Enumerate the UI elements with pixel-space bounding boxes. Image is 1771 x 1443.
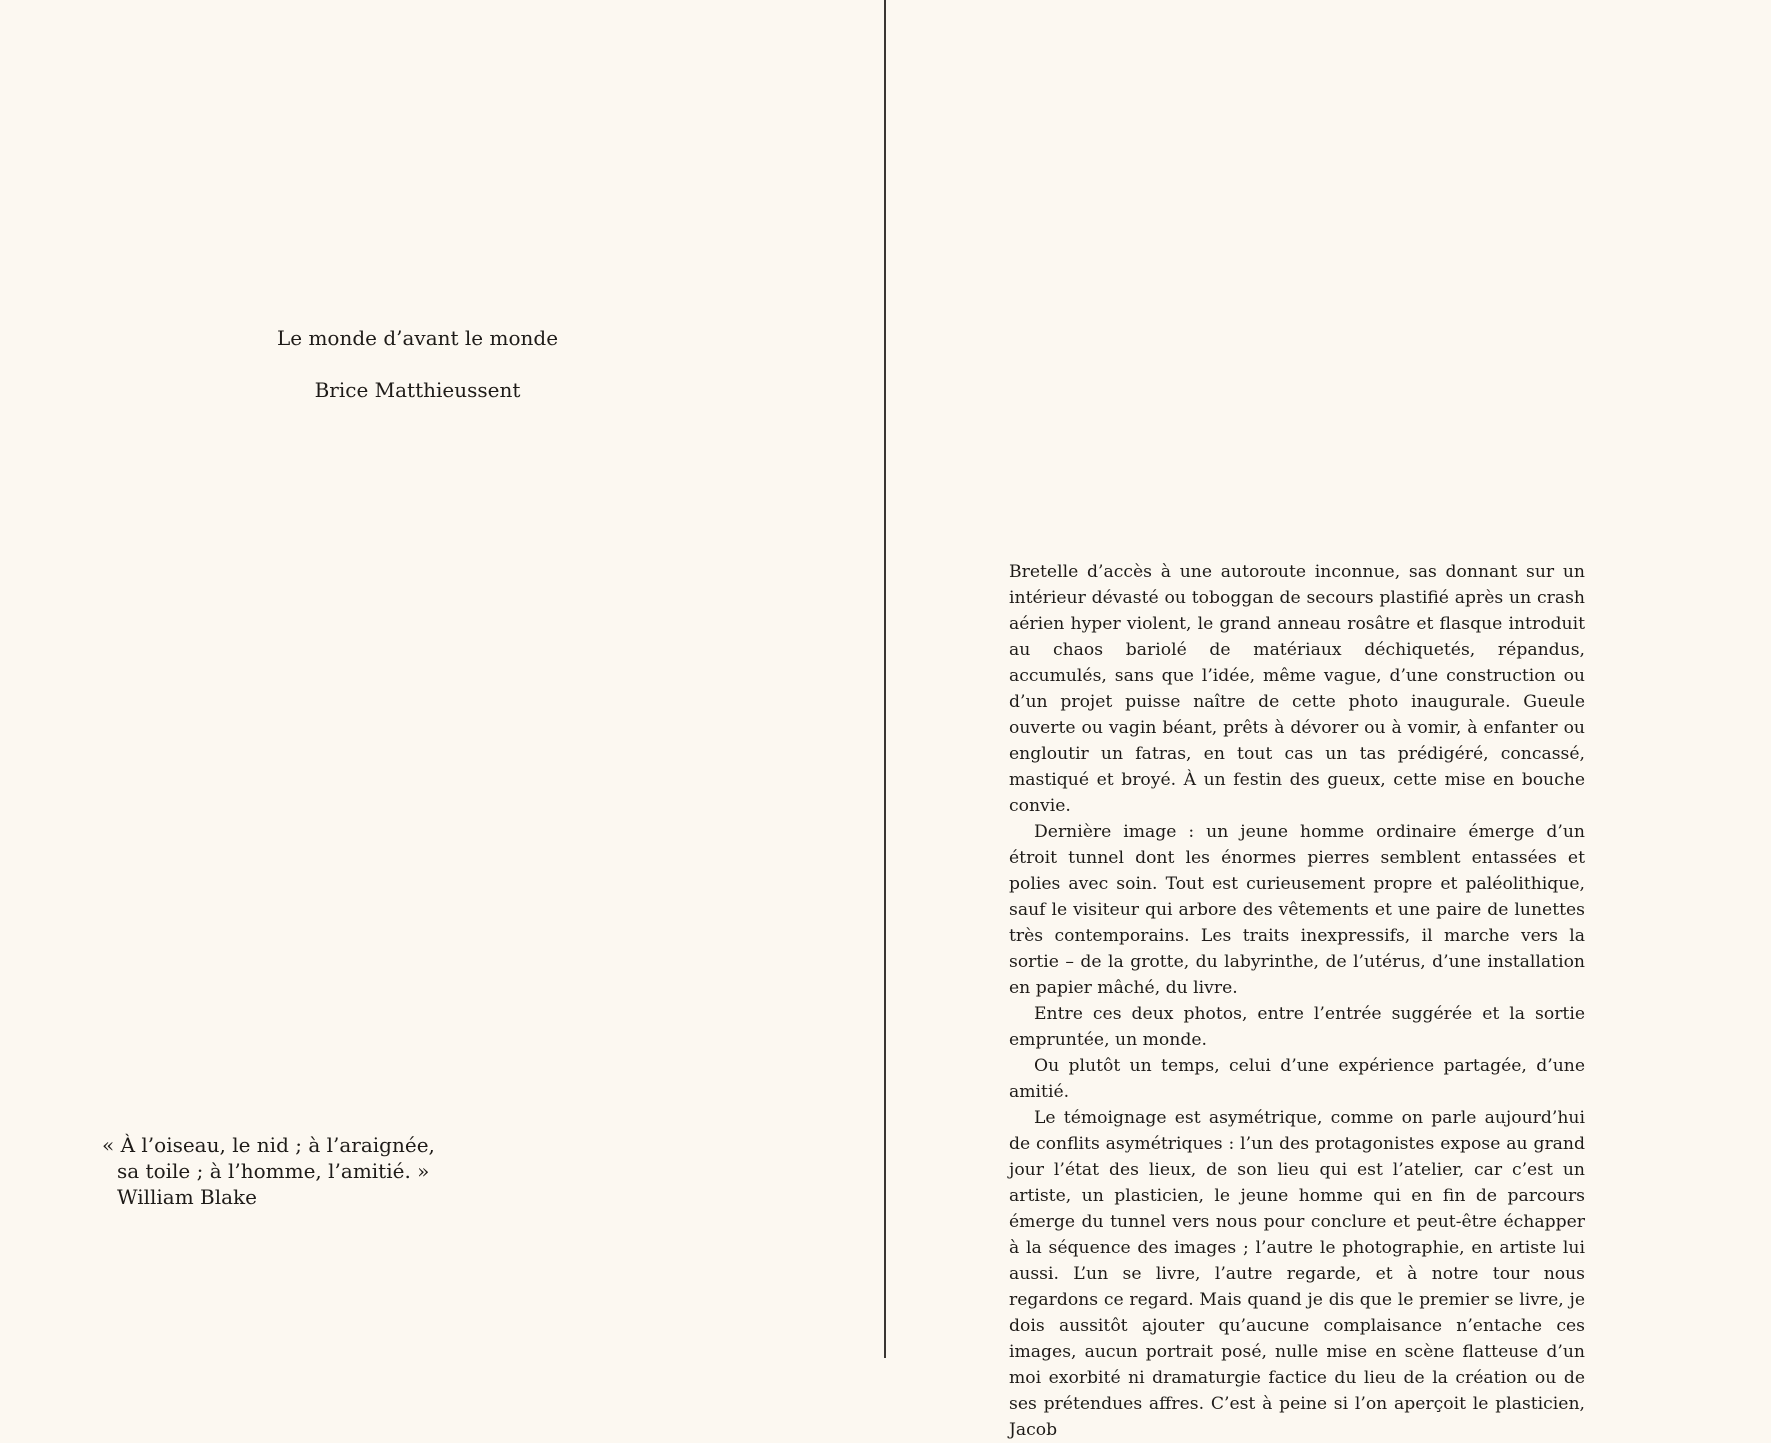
paragraph-2: Dernière image : un jeune homme ordinaire émerge d’un étroit tunnel dont les énormes pierres semblent entassées et polies avec soin. Tout est curieusement propre et paléolithique, sauf le visiteur qui arbore des vêtements et une paire de lunettes très contemporains. Les traits inexpressifs, il marche vers la sortie – de la grotte, du labyrinthe, de l’utérus, d’une installation en papier mâché, du livre. [1009, 822, 1585, 998]
epigraph-line-1: « À l’oiseau, le nid ; à l’araignée, [102, 1133, 435, 1157]
right-page [887, 0, 1771, 1440]
left-page [0, 0, 885, 1358]
paragraph-1: Bretelle d’accès à une autoroute inconnue, sas donnant sur un intérieur dévasté ou toboggan de secours plastifié après un crash aérien hyper violent, le grand anneau rosâtre et flasque introduit au chaos bariolé de matériaux déchiquetés, répandus, accumulés, sans que l’idée, même vague, d’une construction ou d’un projet puisse naître de cette photo inaugurale. Gueule ouverte ou vagin béant, prêts à dévorer ou à vomir, à enfanter ou engloutir un fatras, en tout cas un tas prédigéré, concassé, mastiqué et broyé. À un festin des gueux, cette mise en bouche convie. [1009, 562, 1585, 816]
epigraph-attribution: William Blake [117, 1185, 258, 1209]
paragraph-4: Ou plutôt un temps, celui d’une expérience partagée, d’une amitié. [1009, 1056, 1585, 1102]
paragraph-3: Entre ces deux photos, entre l’entrée suggérée et la sortie empruntée, un monde. [1009, 1004, 1585, 1050]
epigraph [102, 1132, 435, 1210]
body-text [1009, 559, 1585, 1443]
epigraph-line-2: sa toile ; à l’homme, l’amitié. » [117, 1159, 430, 1183]
page-gutter-divider [884, 0, 886, 1358]
book-title: Le monde d’avant le monde [276, 326, 559, 350]
paragraph-5: Le témoignage est asymétrique, comme on parle aujourd’hui de conflits asymétriques : l’un des protagonistes expose au grand jour l’état des lieux, de son lieu qui est l’atelier, car c’est un artiste, un plasticien, le jeune homme qui en fin de parcours émerge du tunnel vers nous pour conclure et peut-être échapper à la séquence des images ; l’autre le photographie, en artiste lui aussi. L’un se livre, l’autre regarde, et à notre tour nous regardons ce regard. Mais quand je dis que le premier se livre, je dois aussitôt ajouter qu’aucune complaisance n’entache ces images, aucun portrait posé, nulle mise en scène flatteuse d’un moi exorbité ni dramaturgie factice du lieu de la création ou de ses prétendues affres. C’est à peine si l’on aperçoit le plasticien, Jacob [1009, 1108, 1585, 1440]
book-author: Brice Matthieussent [314, 378, 521, 402]
